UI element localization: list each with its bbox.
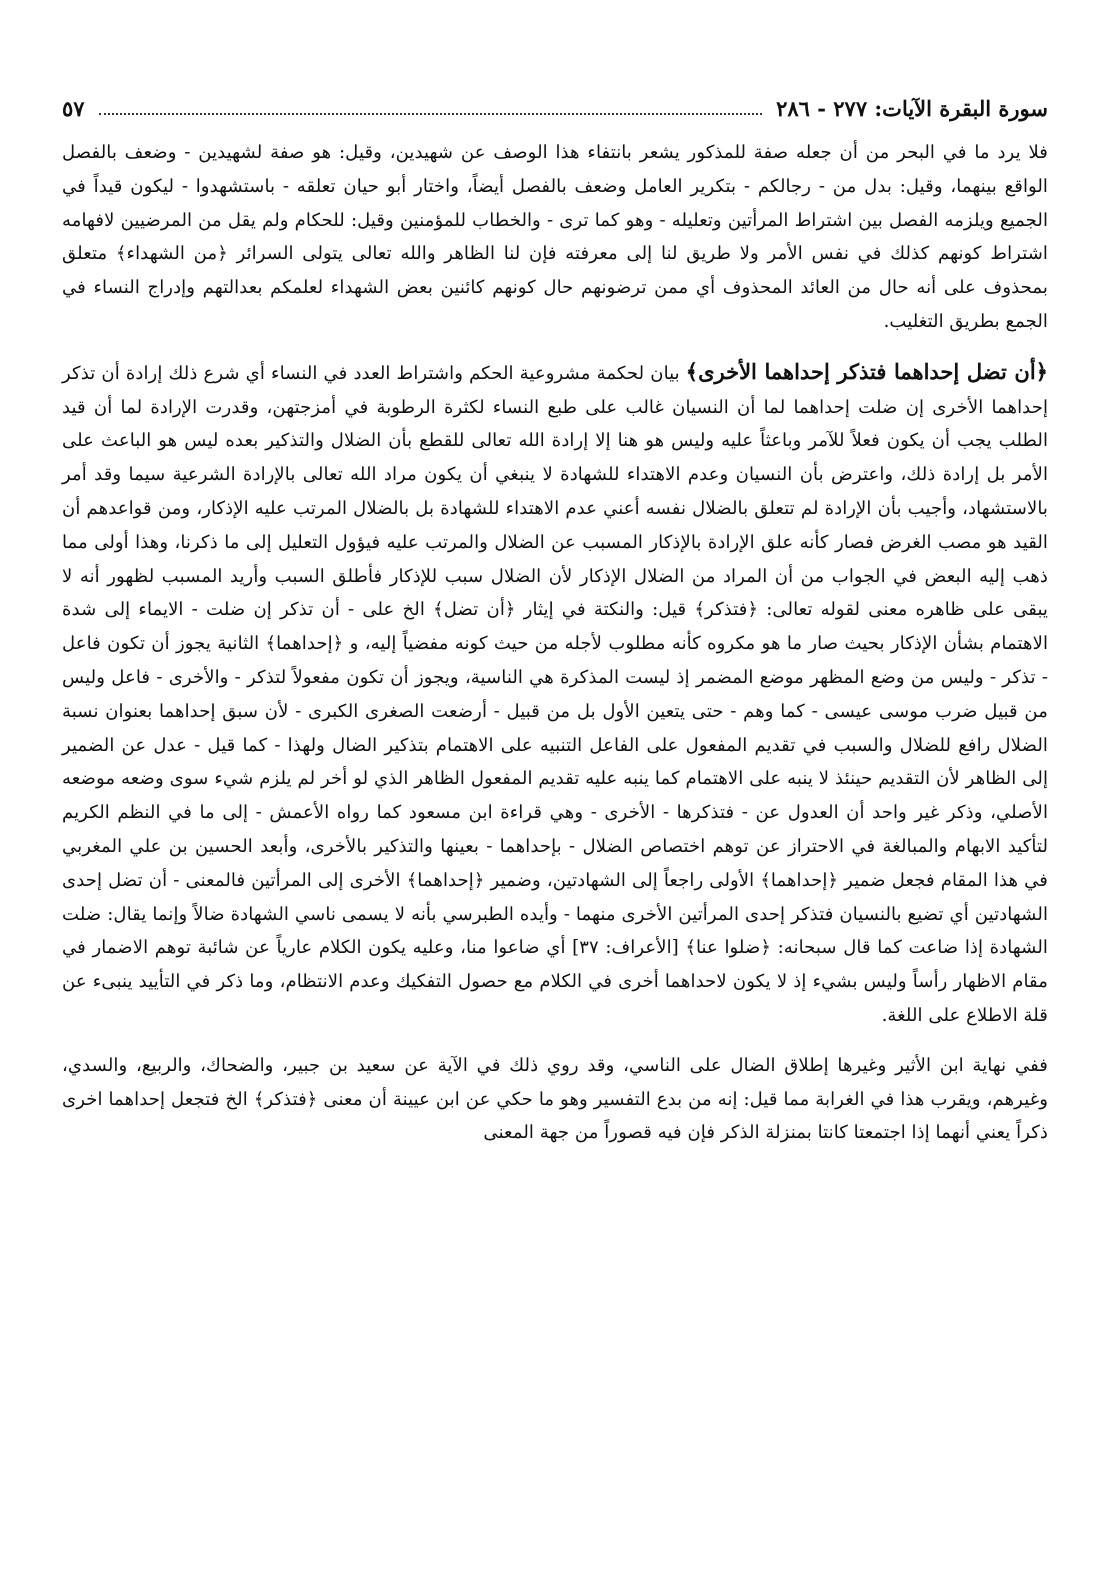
paragraph-2-body: بيان لحكمة مشروعية الحكم واشتراط العدد في النساء أي شرع ذلك إرادة أن تذكر إحداهما الأخرى إن ضلت إحداهما لما أن النسيان غالب على طبع النساء لكثرة الرطوبة في أمزجتهن، وقدرت الإرادة لما أن قيد الطلب يجب أن يكون فعلاً للآمر وباعثاً عليه وليس هو هنا إلا إرادة الله تعالى للقطع بأن الضلال والتذكير بعده ليس هو الباعث على الأمر بل إرادة ذلك، واعترض بأن النسيان وعدم الاهتداء للشهادة لا ينبغي أن يكون مراد الله تعالى بالإرادة الشرعية سيما وقد أمر بالاستشهاد، وأجيب بأن الإرادة لم تتعلق بالضلال نفسه أعني عدم الاهتداء للشهادة بل بالضلال المرتب عليه الإذكار، ومن قواعدهم أن القيد هو مصب الغرض فصار كأنه علق الإرادة بالإذكار المسبب عن الضلال والمرتب عليه فيؤول التعليل إلى ما ذكرنا، وهذا أولى مما ذهب إليه البعض في الجواب من أن المراد من الضلال الإذكار لأن الضلال سبب للإذكار فأطلق السبب وأريد المسبب لظهور أنه لا يبقى على ظاهره معنى لقوله تعالى: ﴿فتذكر﴾ قيل: والنكتة في إيثار ﴿أن تضل﴾ الخ على - أن تذكر إن ضلت - الايماء إلى شدة الاهتمام بشأن الإذكار بحيث صار ما هو مكروه كأنه مطلوب لأجله من حيث كونه مفضياً إليه، و ﴿إحداهما﴾ الثانية يجوز أن تكون فاعل - تذكر - وليس من وضع المظهر موضع المضمر إذ ليست المذكرة هي الناسية، ويجوز أن تكون مفعولاً لتذكر - والأخرى - فاعل وليس من قبيل ضرب موسى عيسى - كما وهم - حتى يتعين الأول بل من قبيل - أرضعت الصغرى الكبرى - لأن سبق إحداهما بعنوان نسبة الضلال رافع للضلال والسبب في تقديم المفعول على الفاعل التنبيه على الاهتمام بتذكير الضال ولهذا - كما قيل - عدل عن الضمير إلى الظاهر لأن التقديم حينئذ لا ينبه على الاهتمام كما ينبه عليه تقديم المفعول الظاهر الذي لو أخر لم يلزم شيء سوى وضعه موضعه الأصلي، وذكر غير واحد أن العدول عن - فتذكرها - الأخرى - وهي قراءة ابن مسعود كما رواه الأعمش - إلى ما في النظم الكريم لتأكيد الابهام والمبالغة في الاحتراز عن توهم اختصاص الضلال - بإحداهما - بعينها والتذكير بالأخرى، وأبعد الحسين بن علي المغربي في هذا المقام فجعل ضمير ﴿إحداهما﴾ الأولى راجعاً إلى الشهادتين، وضمير ﴿إحداهما﴾ الأخرى إلى المرأتين فالمعنى - أن تضل إحدى الشهادتين أي تضيع بالنسيان فتذكر إحدى المرأتين الأخرى منهما - وأيده الطبرسي بأنه لا يسمى ناسي الشهادة ضالاً وإنما يقال: ضلت الشهادة إذا ضاعت كما قال سبحانه: ﴿ضلوا عنا﴾ [الأعراف: ٣٧] أي ضاعوا منا، وعليه يكون الكلام عارياً عن شائبة توهم الاضمار في مقام الاظهار رأساً وليس بشيء إذ لا يكون لاحداهما أخرى في الكلام مع حصول التفكيك وعدم الانتظام، وما ذكر في التأييد ينبىء عن قلة الاطلاع على اللغة. (62, 362, 1048, 1026)
running-header (62, 88, 1048, 128)
page-number: ٥٧ (62, 95, 85, 121)
paragraph-3: ففي نهاية ابن الأثير وغيرها إطلاق الضال على الناسي، وقد روي ذلك في الآية عن سعيد بن جبير، والضحاك، والربيع، والسدي، وغيرهم، ويقرب هذا في الغرابة مما قيل: إنه من بدع التفسير وهو ما حكي عن ابن عيينة أن معنى ﴿فتذكر﴾ الخ فتجعل إحداهما اخرى ذكراً يعني أنهما إذا اجتمعتا كانتا بمنزلة الذكر فإن فيه قصوراً من جهة المعنى (62, 1054, 1048, 1144)
book-page (62, 88, 1048, 1150)
paragraph-1: فلا يرد ما في البحر من أن جعله صفة للمذكور يشعر بانتفاء هذا الوصف عن شهيدين، وقيل: هو صفة لشهيدين - وضعف بالفصل الواقع بينهما، وقيل: بدل من - رجالكم - بتكرير العامل وضعف بالفصل أيضاً، واختار أبو حيان تعلقه - باستشهدوا - ليكون قيداً في الجميع ويلزمه الفصل بين اشتراط المرأتين وتعليله - وهو كما ترى - والخطاب للمؤمنين وقيل: للحكام ولم يقل من المرضيين لافهامه اشتراط كونهم كذلك في نفس الأمر ولا طريق لنا إلى معرفته فإن لنا الظاهر والله تعالى يتولى السرائر ﴿من الشهداء﴾ متعلق بمحذوف على أنه حال من العائد المحذوف أي ممن ترضونهم حال كونهم كائنين بعض الشهداء لعلمكم بعدالتهم وإدراج النساء في الجمع بطريق التغليب. (62, 142, 1048, 332)
header-dotted-leader (99, 113, 763, 115)
surah-title: سورة البقرة الآيات: ٢٧٧ - ٢٨٦ (776, 95, 1048, 121)
paragraph-2 (62, 355, 1048, 1033)
quran-quote-lead: ﴿أن تضل إحداهما فتذكر إحداهما الأخرى﴾ (685, 358, 1048, 384)
